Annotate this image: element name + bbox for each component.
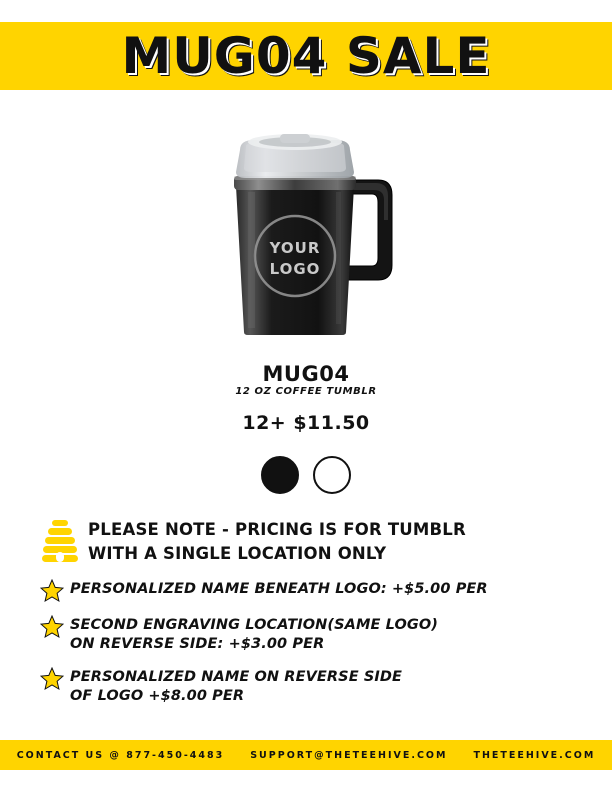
beehive-icon [40, 518, 80, 564]
note-item-1-line1: PERSONALIZED NAME BENEATH LOGO: +$5.00 PER [70, 581, 488, 597]
white-swatch[interactable] [313, 456, 351, 494]
note-item-2 [36, 616, 612, 654]
page-title: MUG04 SALE [121, 27, 491, 85]
note-heading-line2: WITH A SINGLE LOCATION ONLY [88, 544, 387, 563]
note-item-3 [36, 668, 612, 706]
notes-section [0, 518, 612, 706]
star-icon [40, 579, 64, 603]
svg-text:YOUR: YOUR [269, 239, 321, 257]
note-item-2-line2: ON REVERSE SIDE: +$3.00 PER [70, 636, 325, 652]
note-item-3-line2: OF LOGO +$8.00 PER [70, 688, 245, 704]
svg-text:LOGO: LOGO [269, 260, 321, 278]
star-icon [40, 667, 64, 691]
footer-website[interactable]: THETEEHIVE.COM [473, 749, 596, 761]
footer-band [0, 740, 612, 770]
product-price: 12+ $11.50 [242, 412, 370, 434]
note-heading-line1: PLEASE NOTE - PRICING IS FOR TUMBLR [88, 520, 466, 539]
footer-email[interactable]: SUPPORT@THETEEHIVE.COM [250, 749, 448, 761]
star-icon [40, 615, 64, 639]
product-name: MUG04 [262, 362, 350, 386]
note-heading [36, 518, 612, 566]
black-swatch[interactable] [261, 456, 299, 494]
product-description: 12 OZ COFFEE TUMBLR [235, 386, 377, 397]
footer-contact: CONTACT US @ 877-450-4483 [16, 749, 225, 761]
product-image [196, 120, 416, 335]
product-image-area [0, 104, 612, 344]
color-swatches [0, 456, 612, 494]
note-item-3-line1: PERSONALIZED NAME ON REVERSE SIDE [70, 669, 403, 685]
note-item-2-line1: SECOND ENGRAVING LOCATION(SAME LOGO) [70, 617, 439, 633]
note-item-1 [36, 580, 612, 602]
